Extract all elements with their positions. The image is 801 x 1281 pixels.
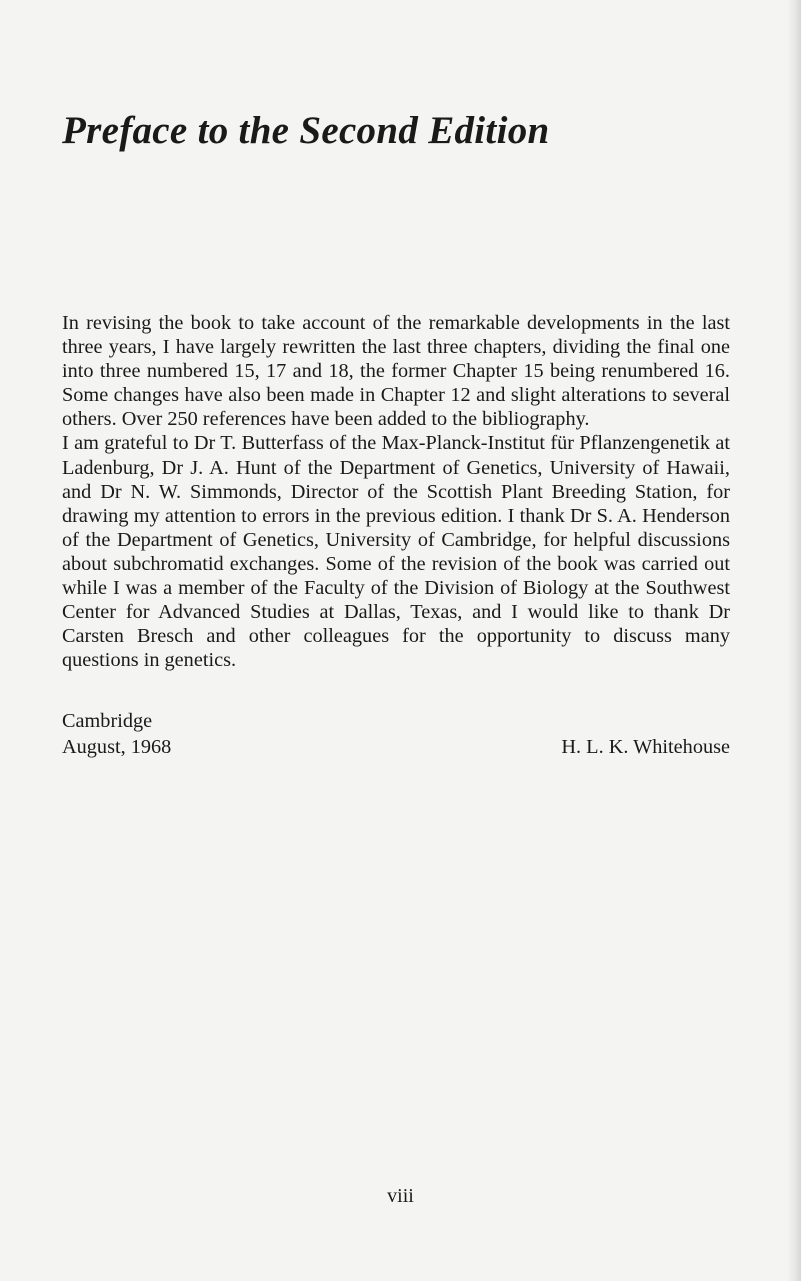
signoff-place: Cambridge bbox=[62, 710, 153, 732]
signoff-date: August, 1968 bbox=[62, 736, 172, 758]
page-title: Preface to the Second Edition bbox=[62, 109, 550, 152]
paragraph-acknowledgements: I am grateful to Dr T. Butterfass of the Max-Planck-Institut für Pflanzengenetik at Ladenburg, Dr J. A. Hunt of the Department of Genetics, University of Hawaii, and Dr N. W. Simmonds, Director of the Scottish Plant Breeding Station, for drawing my attention to errors in the previous edition. I thank Dr S. A. Henderson of the Department of Genetics, University of Cambridge, for helpful discussions about subchromatid exchanges. Some of the revision of the book was carried out while I was a member of the Faculty of the Division of Biology at the Southwest Center for Advanced Studies at Dallas, Texas, and I would like to thank Dr Carsten Bresch and other colleagues for the opportunity to discuss many questions in genetics. bbox=[62, 432, 730, 672]
paragraph-revisions: In revising the book to take account of the remarkable developments in the last three years, I have largely rewritten the last three chapters, dividing the final one into three numbered 15, 17 and 18, the former Chapter 15 being renumbered 16. Some changes have also been made in Chapter 12 and slight alterations to several others. Over 250 references have been added to the bibliography. bbox=[62, 312, 730, 431]
signoff-row bbox=[62, 734, 730, 760]
signoff bbox=[62, 708, 730, 760]
page-number: viii bbox=[387, 1185, 414, 1207]
preface-body bbox=[62, 311, 730, 672]
signoff-author: H. L. K. Whitehouse bbox=[561, 736, 730, 758]
page-edge-shadow bbox=[787, 0, 801, 1281]
